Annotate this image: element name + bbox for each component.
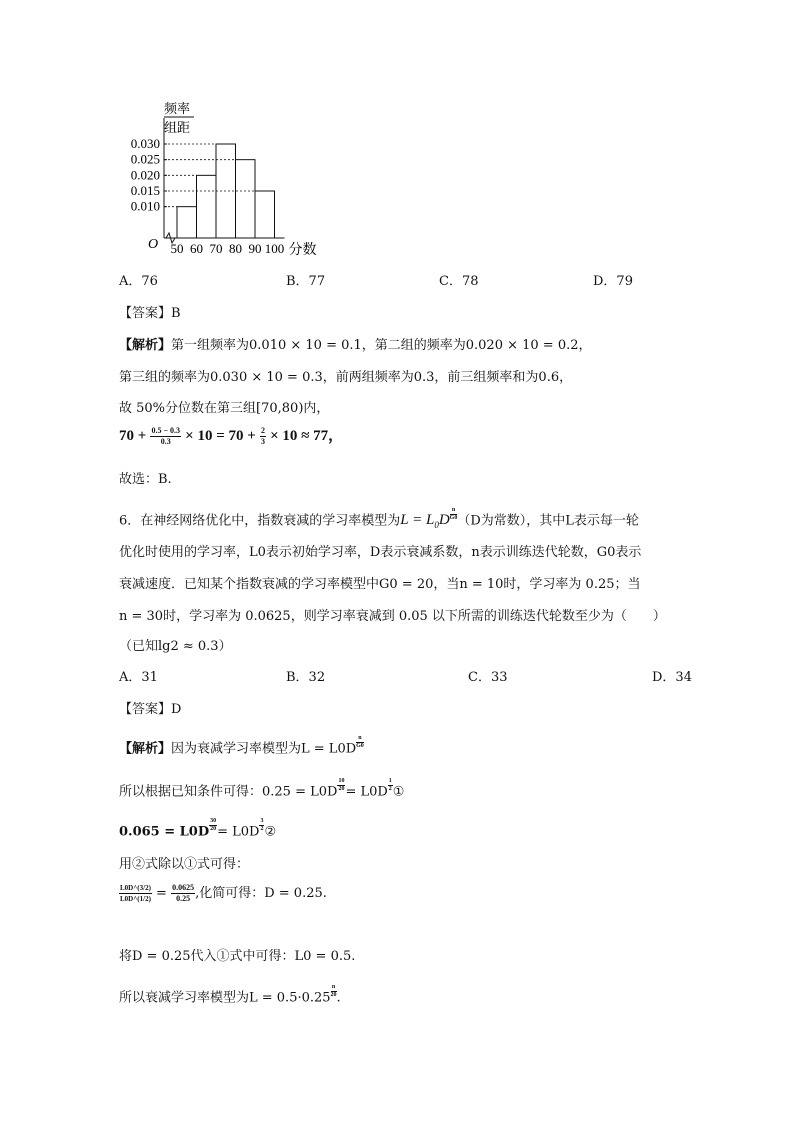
exponent: $\frac{3}{2}$	[260, 818, 264, 832]
q5-conclusion: 故选：B.	[119, 472, 172, 487]
stem-text: （D为常数），其中L表示每一轮	[457, 513, 639, 529]
q6-option-d: D．34	[652, 670, 692, 685]
exponent: $\frac{n}{20}$	[330, 984, 337, 998]
analysis-text: 所以衰减学习率模型为L = 0.5·0.25	[119, 990, 331, 1006]
q5-option-d: D．79	[593, 274, 633, 289]
x-tick-label: 100	[264, 241, 285, 256]
q6-stem-3: 衰减速度．已知某个指数衰减的学习率模型中G0 = 20，当n = 10时，学习率为 0.25；当	[119, 577, 641, 592]
x-tick-label: 90	[248, 241, 262, 256]
q6-stem-1	[119, 507, 639, 530]
expr-part: 70 +	[119, 428, 147, 444]
x-axis-label: 分数	[288, 243, 317, 258]
expr-part: × 10 ≈ 77，	[270, 428, 344, 444]
q5-analysis-2: 第三组的频率为0.030 × 10 = 0.3，前两组频率为0.3，前三组频率和为0.6，	[119, 370, 573, 385]
fraction: $\frac{2}{3}$	[260, 426, 265, 446]
expr-part: × 10 = 70 +	[185, 428, 256, 444]
analysis-text: ,化简可得：D = 0.25.	[195, 886, 327, 901]
analysis-text: = L0D	[345, 784, 388, 800]
origin-label: O	[148, 237, 159, 252]
q6-answer: 【答案】D	[119, 702, 182, 717]
y-tick-label: 0.015	[130, 183, 160, 198]
q5-answer: 【答案】B	[119, 306, 181, 321]
histogram-bar	[255, 191, 275, 238]
fraction: $\frac{L0D\^{}(3/2)}{L0D\^{}(1/2)}$	[120, 884, 151, 903]
q6-analysis-6: 将D = 0.25代入①式中可得：L0 = 0.5.	[119, 949, 356, 964]
q5-option-c: C．78	[439, 274, 479, 289]
histogram-bar	[177, 207, 197, 238]
y-tick-label: 0.010	[130, 198, 160, 214]
histogram-chart	[110, 98, 350, 258]
exponent: $\frac{n}{G0}$	[449, 507, 458, 521]
circle-one: ①	[392, 784, 405, 800]
stem-text: 6．在神经网络优化中，指数衰减的学习率模型为	[119, 513, 401, 529]
exponent: $\frac{10}{20}$	[338, 778, 345, 792]
q5-option-b: B．77	[286, 274, 326, 289]
q6-stem-2: 优化时使用的学习率，L0表示初始学习率，D表示衰减系数，n表示训练迭代轮数，G0表示	[119, 545, 642, 560]
exponent: $\frac{n}{G0}$	[356, 735, 364, 749]
q6-option-b: B．32	[286, 670, 326, 685]
q5-option-a: A．76	[119, 274, 158, 289]
analysis-text: = L0D	[217, 824, 260, 840]
analysis-label: 【解析】	[119, 338, 172, 353]
q6-stem-5: （已知lg2 ≈ 0.3）	[119, 639, 232, 654]
y-tick-label: 0.030	[130, 136, 160, 151]
q5-analysis-3: 故 50%分位数在第三组[70,80)内，	[119, 401, 330, 416]
q6-analysis-7	[119, 984, 341, 1005]
q5-analysis-1	[119, 334, 592, 353]
x-tick-label: 50	[170, 241, 184, 256]
fraction: $\frac{0.5 - 0.3}{0.3}$	[151, 426, 181, 446]
x-tick-label: 70	[209, 241, 223, 256]
exponent: $\frac{1}{2}$	[388, 778, 392, 792]
circle-two: ②	[264, 824, 277, 840]
q6-analysis-2	[119, 778, 404, 799]
ylabel-top: 频率	[164, 101, 191, 116]
analysis-text: 所以根据已知条件可得：0.25 = L0D	[119, 784, 338, 800]
analysis-label: 【解析】	[119, 741, 172, 757]
analysis-text: 因为衰减学习率模型为L = L0D	[171, 741, 357, 757]
histogram-bar	[197, 175, 217, 238]
q6-analysis-4: 用②式除以①式可得：	[119, 857, 250, 872]
q6-option-c: C．33	[468, 670, 508, 685]
period: .	[336, 990, 341, 1006]
q6-analysis-5	[119, 882, 327, 904]
analysis-text: 第一组频率为0.010 × 10 = 0.1，第二组的频率为0.020 × 10 = 0.2，	[171, 338, 592, 353]
q5-analysis-4	[119, 424, 343, 447]
fraction: $\frac{0.0625}{0.25}$	[172, 883, 195, 903]
formula: $L = L_0D$	[400, 512, 450, 531]
histogram-bar	[236, 160, 256, 238]
q6-stem-4: n = 30时，学习率为 0.0625，则学习率衰减到 0.05 以下所需的训练迭代轮数至少为（ ）	[119, 609, 666, 624]
q6-analysis-1	[119, 735, 364, 756]
q6-option-a: A．31	[119, 670, 158, 685]
y-tick-label: 0.020	[130, 167, 160, 183]
analysis-text: 0.065 = L0D	[119, 824, 210, 840]
expr-part: =	[156, 886, 167, 901]
exponent: $\frac{30}{20}$	[210, 818, 217, 832]
y-tick-label: 0.025	[130, 151, 160, 167]
ylabel-bottom: 组距	[164, 120, 191, 135]
x-tick-label: 60	[190, 241, 203, 256]
x-tick-label: 80	[229, 241, 242, 256]
q6-analysis-3	[119, 818, 276, 839]
